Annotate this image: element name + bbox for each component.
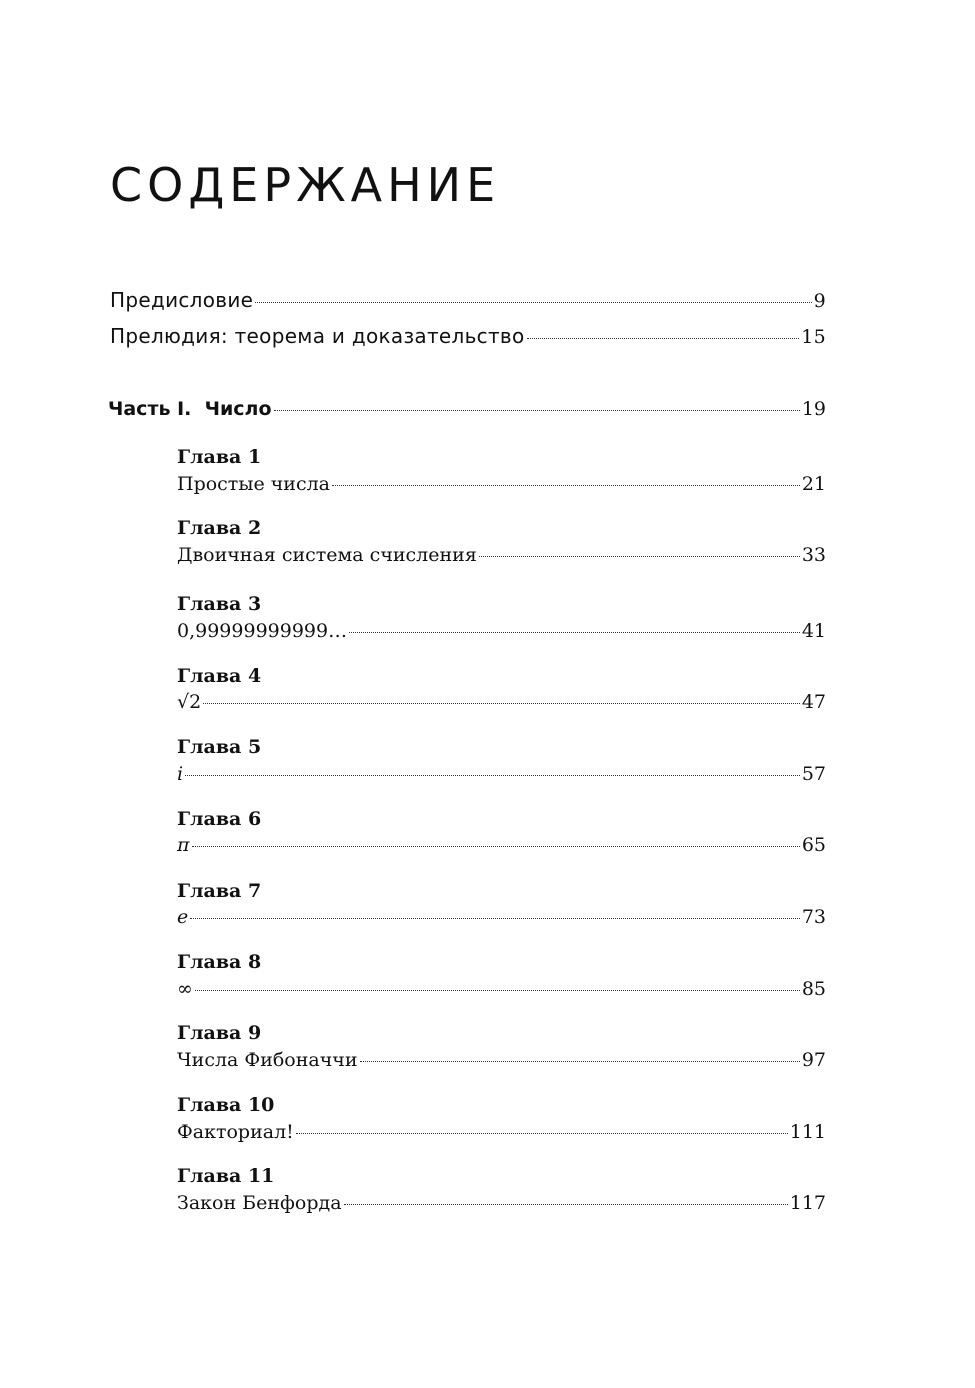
entry-page-number: 41 <box>801 620 826 642</box>
toc-entry-part-1[interactable] <box>108 398 826 420</box>
dot-leader <box>185 775 800 776</box>
page-title: СОДЕРЖАНИЕ <box>110 158 501 212</box>
entry-page-number: 117 <box>789 1192 826 1214</box>
dot-leader <box>479 556 800 557</box>
chapter-title: ∞ <box>177 978 193 1000</box>
toc-entry-chapter-11[interactable] <box>177 1192 826 1214</box>
toc-entry-chapter-10[interactable] <box>177 1121 826 1143</box>
part-label: Часть I. Число <box>108 398 272 420</box>
chapter-title: √2 <box>177 691 202 713</box>
dot-leader <box>344 1204 788 1205</box>
toc-entry-chapter-1[interactable] <box>177 473 826 495</box>
toc-entry-prelude[interactable] <box>110 324 826 348</box>
toc-entry-chapter-3[interactable] <box>177 620 826 642</box>
chapter-heading: Глава 5 <box>177 736 262 758</box>
chapter-heading: Глава 8 <box>177 951 262 973</box>
chapter-title: Факториал! <box>177 1121 294 1143</box>
chapter-title: Закон Бенфорда <box>177 1192 342 1214</box>
dot-leader <box>195 990 800 991</box>
entry-page-number: 97 <box>801 1049 826 1071</box>
chapter-title: Простые числа <box>177 473 330 495</box>
entry-page-number: 19 <box>801 398 826 420</box>
dot-leader <box>274 410 800 411</box>
toc-entry-chapter-9[interactable] <box>177 1049 826 1071</box>
chapter-title: i <box>177 763 184 785</box>
entry-page-number: 73 <box>801 906 826 928</box>
dot-leader <box>360 1061 800 1062</box>
toc-entry-chapter-4[interactable] <box>177 691 826 713</box>
entry-page-number: 57 <box>801 763 826 785</box>
dot-leader <box>332 485 800 486</box>
entry-label: Прелюдия: теорема и доказательство <box>110 324 525 348</box>
chapter-heading: Глава 4 <box>177 665 262 687</box>
entry-page-number: 33 <box>801 544 826 566</box>
chapter-heading: Глава 9 <box>177 1022 262 1044</box>
chapter-heading: Глава 7 <box>177 880 262 902</box>
dot-leader <box>192 846 800 847</box>
chapter-heading: Глава 11 <box>177 1165 275 1187</box>
entry-page-number: 47 <box>801 691 826 713</box>
entry-page-number: 85 <box>801 978 826 1000</box>
entry-page-number: 65 <box>801 834 826 856</box>
toc-entry-chapter-2[interactable] <box>177 544 826 566</box>
chapter-heading: Глава 1 <box>177 446 262 468</box>
toc-entry-chapter-8[interactable] <box>177 978 826 1000</box>
dot-leader <box>527 338 800 339</box>
entry-page-number: 15 <box>801 326 826 348</box>
entry-page-number: 9 <box>813 290 826 312</box>
entry-page-number: 21 <box>801 473 826 495</box>
chapter-title: Числа Фибоначчи <box>177 1049 358 1071</box>
dot-leader <box>349 632 800 633</box>
dot-leader <box>255 302 811 303</box>
chapter-heading: Глава 2 <box>177 517 262 539</box>
entry-label: Предисловие <box>110 288 254 312</box>
toc-entry-preface[interactable] <box>110 288 826 312</box>
chapter-title: Двоичная система счисления <box>177 544 477 566</box>
chapter-heading: Глава 3 <box>177 593 262 615</box>
chapter-title: π <box>177 834 190 856</box>
toc-entry-chapter-5[interactable] <box>177 763 826 785</box>
toc-entry-chapter-6[interactable] <box>177 834 826 856</box>
dot-leader <box>296 1133 788 1134</box>
chapter-title: 0,99999999999… <box>177 620 348 642</box>
dot-leader <box>190 918 800 919</box>
dot-leader <box>203 703 800 704</box>
chapter-title: e <box>177 906 189 928</box>
chapter-heading: Глава 10 <box>177 1094 275 1116</box>
toc-entry-chapter-7[interactable] <box>177 906 826 928</box>
chapter-heading: Глава 6 <box>177 808 262 830</box>
entry-page-number: 111 <box>789 1121 826 1143</box>
